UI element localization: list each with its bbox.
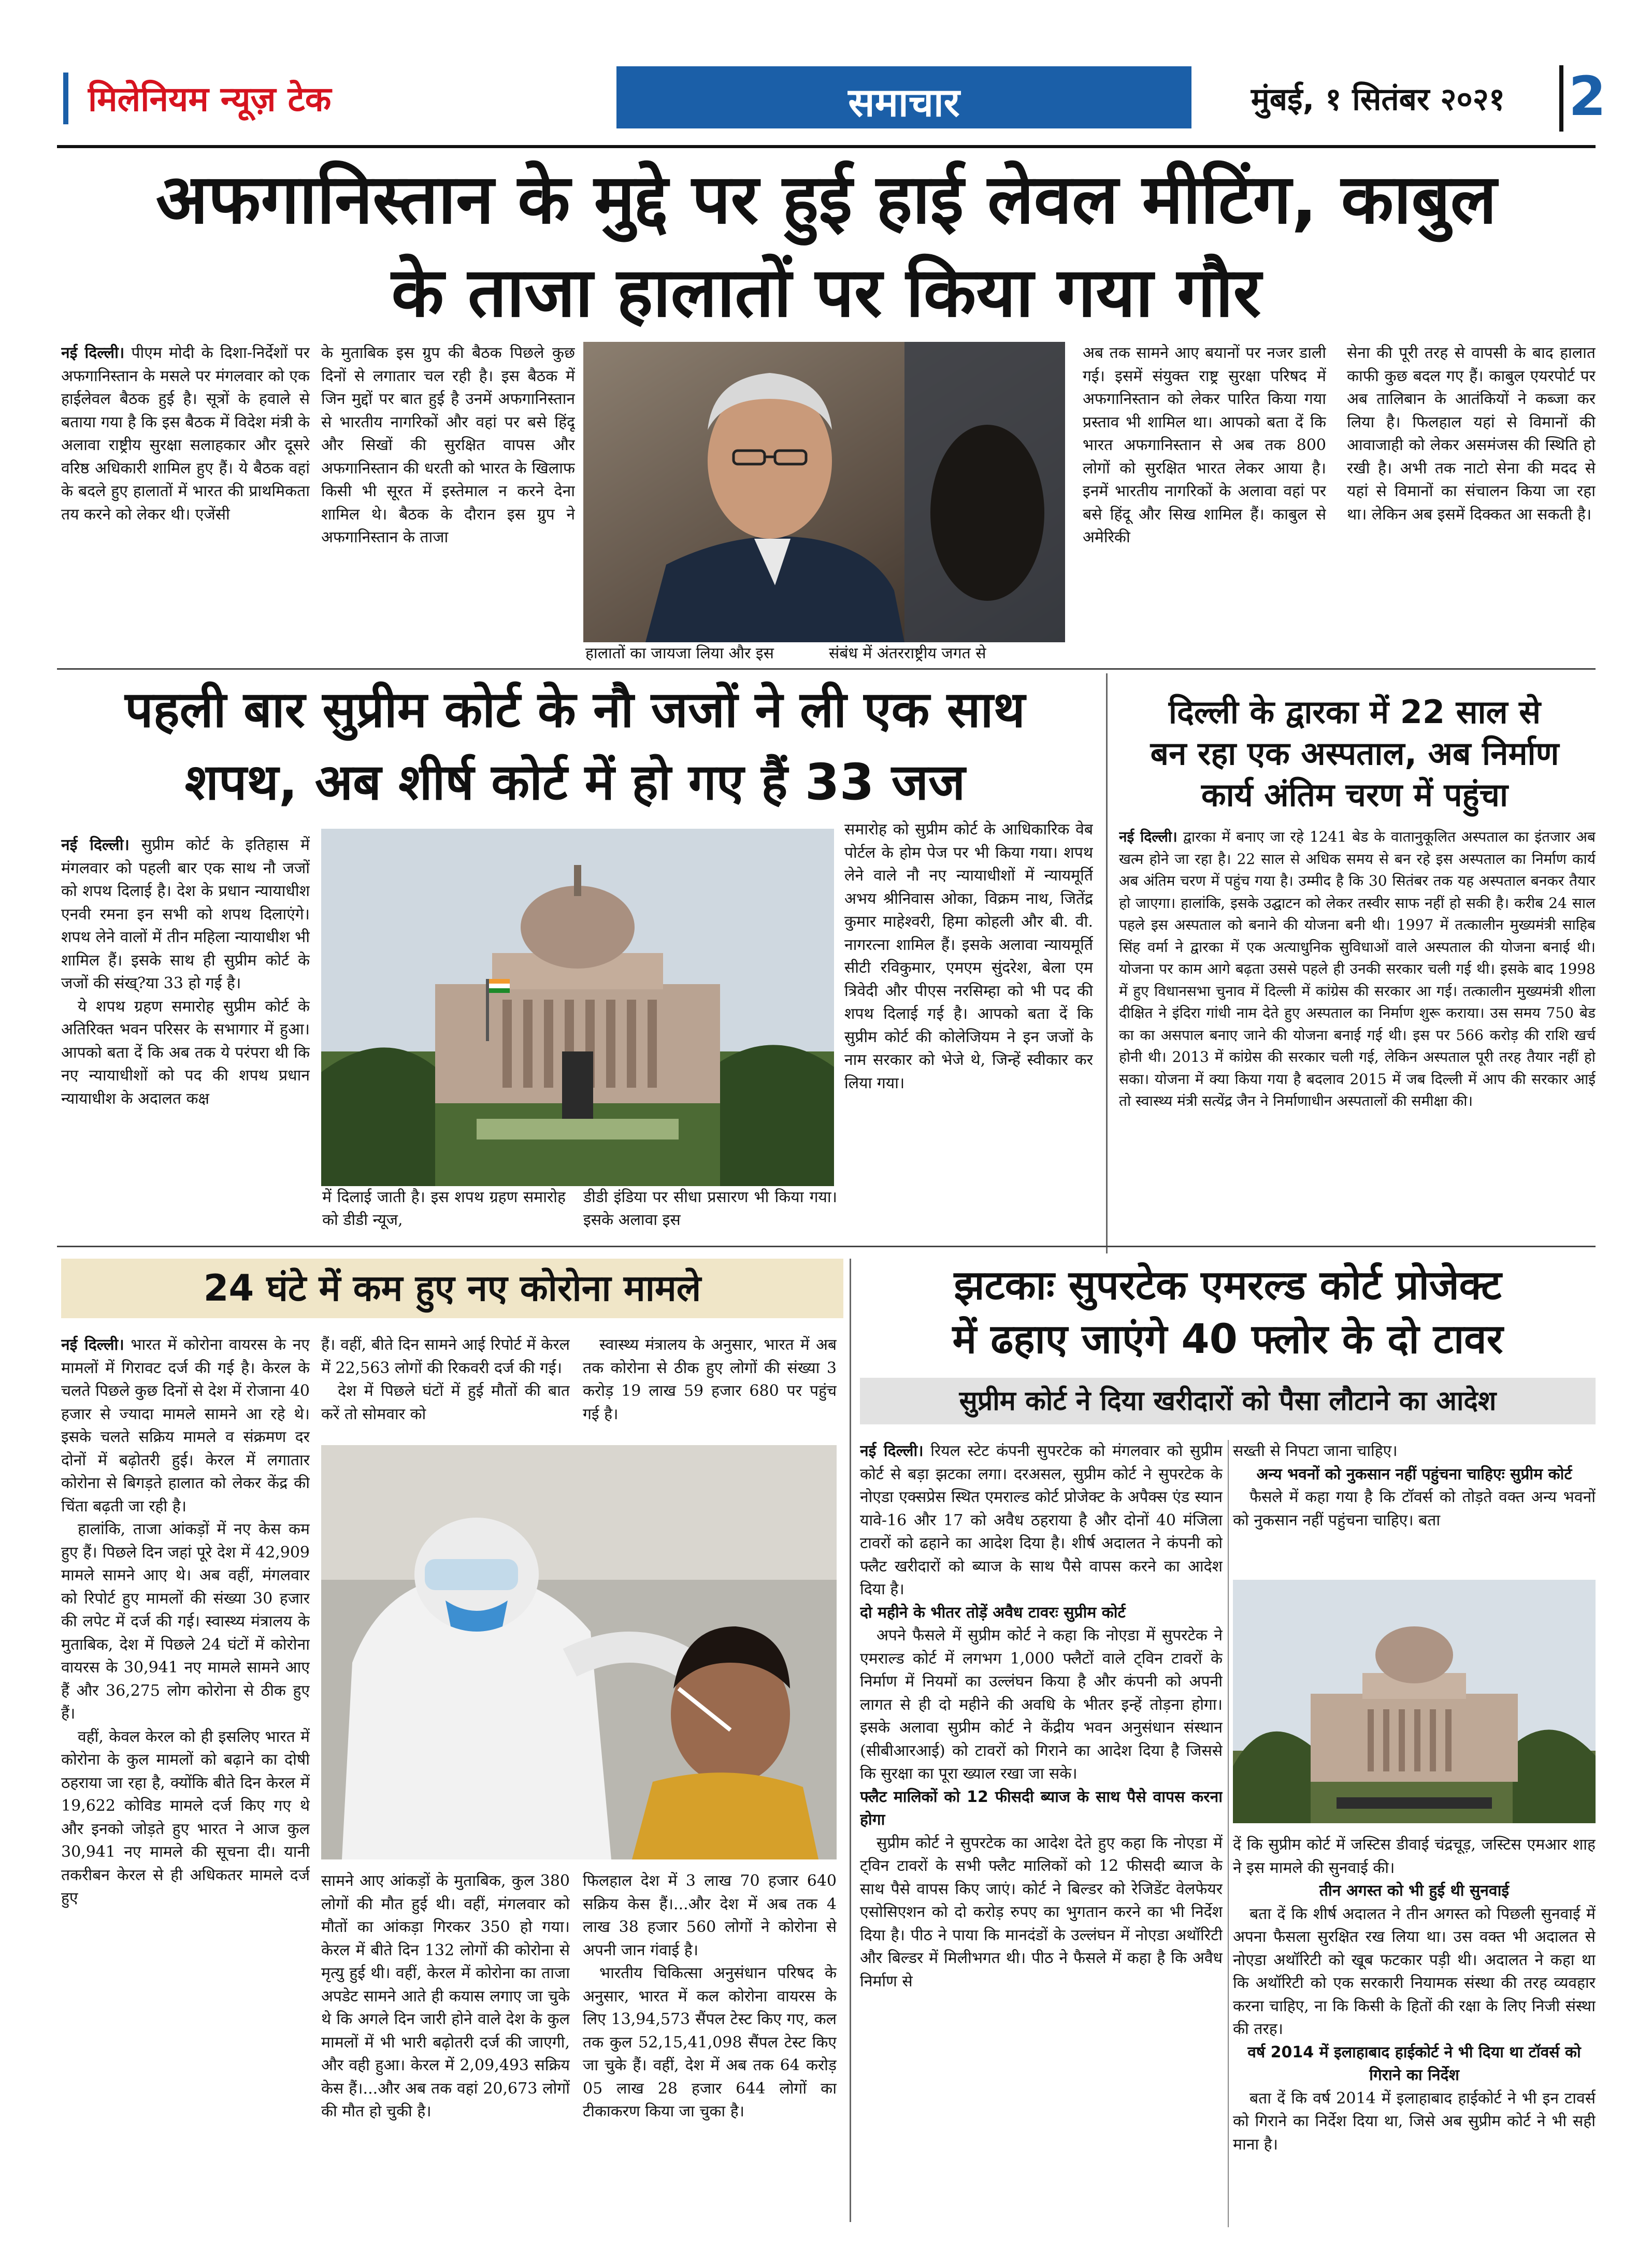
column-divider [1228,1440,1229,2227]
story2-headline-line2: शपथ, अब शीर्ष कोर्ट में हो गए हैं 33 जज [184,753,966,811]
story1-column-3: अब तक सामने आए बयानों पर नजर डाली गई। इसमें संयुक्त राष्ट्र सुरक्षा परिषद में अफगानिस्तान को लेकर पारित किया गया प्रस्ताव भी शामिल था। आपको बता दें कि भारत अफगानिस्तान से अब तक 800 लोगों को सुरक्षित भारत लेकर आया है। इनमें भारतीय नागरिकों के अलावा वहां पर बसे हिंदू और सिख शामिल हैं। काबुल से अमेरिकी [1083,344,1326,546]
story4-column-2-bottom: सामने आए आंकड़ों के मुताबिक, कुल 380 लोगों की मौत हुई थी। वहीं, मंगलवार को मौतों का आंकड़ा गिरकर 350 हो गया। केरल में बीते दिन 132 लोगों की कोरोना से मृत्यु हुई थी। वहीं, केरल में कोरोना का ताजा अपडेट सामने आते ही कयास लगाए जा चुके थे कि अगले दिन जारी होने वाले देश के कुल मामलों में भी भारी बढ़ोतरी दर्ज की जाएगी, और वही हुआ। केरल में 2,09,493 सक्रिय केस हैं।...और अब तक वहां 20,673 लोगों की मौत हो चुकी है। [321,1872,570,2121]
rule [57,1246,1596,1247]
dateline: नई दिल्ली। [61,1336,124,1354]
story5-column-2-bottom: दें कि सुप्रीम कोर्ट में जस्टिस डीवाई चंद्रचूड़, जस्टिस एमआर शाह ने इस मामले की सुनवाई की। तीन अगस्त को भी हुई थी सुनवाई बता दें कि शीर्ष अदालत ने तीन अगस्त को पिछली सुनवाई में अपना फैसला सुरक्षित रख लिया था। उस वक्त भी अदालत से नोएडा अथॉरिटी को खूब फटकार पड़ी थी। अदालत ने कहा था कि अथॉरिटी को एक सरकारी नियामक संस्था की तरह व्यवहार करना चाहिए, ना कि किसी के हितों की रक्षा के लिए निजी संस्था की तरह। वर्ष 2014 में इलाहाबाद हाईकोर्ट ने भी दिया था टॉवर्स को गिराने का निर्देश बता दें कि वर्ष 2014 में इलाहाबाद हाईकोर्ट ने भी इन टावर्स को गिराने का निर्देश दिया था, जिसे अब सुप्रीम कोर्ट ने भी सही माना है। [1233,1836,1596,2154]
masthead-left-bar [63,73,68,124]
story4-headline: 24 घंटे में कम हुए नए कोरोना मामले [203,1267,701,1309]
masthead-rule [57,145,1596,148]
story5-subheading: फ्लैट मालिकों को 12 फीसदी ब्याज के साथ पैसे वापस करना होगा [860,1787,1223,1829]
story1-column-2: के मुताबिक इस ग्रुप की बैठक पिछले कुछ दिनों से लगातार चल रही है। इस बैठक में जिन मुद्दों पर बात हुई है उनमें अफगानिस्तान से भारतीय नागरिकों और वहां पर बसे हिंदू और सिखों की सुरक्षित वापस और अफगानिस्तान की धरती को भारत के खिलाफ किसी भी सूरत में इस्तेमाल न करने देना शामिल थे। बैठक के दौरान इस ग्रुप ने अफगानिस्तान के ताजा [321,344,575,546]
dateline-text: मुंबई, १ सितंबर २०२१ [1251,81,1505,118]
story3-headline-line1: दिल्ली के द्वारका में 22 साल से [1168,693,1541,731]
story5-subhead: सुप्रीम कोर्ट ने दिया खरीदारों को पैसा लौटाने का आदेश [959,1386,1497,1417]
minister-photo [583,342,1065,642]
story5-subhead-box [860,1378,1596,1424]
paper-name: मिलेनियम न्यूज़ टेक [88,79,332,119]
supreme-court-photo-small [1233,1580,1596,1823]
story5-headline-line2: में ढहाए जाएंगे 40 फ्लोर के दो टावर [952,1316,1503,1363]
story5-subheading: वर्ष 2014 में इलाहाबाद हाईकोर्ट ने भी दिया था टॉवर्स को गिराने का निर्देश [1247,2043,1581,2084]
story5-subheading: दो महीने के भीतर तोड़ें अवैध टावरः सुप्रीम कोर्ट [860,1603,1126,1622]
page-number-divider [1559,65,1563,132]
story2-photo-caption-left: में दिलाई जाती है। इस शपथ ग्रहण समारोह को डीडी न्यूज, [322,1188,566,1229]
story3-headline-line2: बन रहा एक अस्पताल, अब निर्माण [1150,734,1559,772]
story2-headline-line1: पहली बार सुप्रीम कोर्ट के नौ जजों ने ली एक साथ [125,681,1025,739]
story4-column-3-bottom: फिलहाल देश में 3 लाख 70 हजार 640 सक्रिय केस हैं।...और देश में अब तक 4 लाख 38 हजार 560 लोगों ने कोरोना से अपनी जान गंवाई है। भारतीय चिकित्सा अनुसंधान परिषद के अनुसार, भारत में कल कोरोना वायरस के लिए 13,94,573 सैंपल टेस्ट किए गए, कल तक कुल 52,15,41,098 सैंपल टेस्ट किए जा चुके हैं। वहीं, देश में अब तक 64 करोड़ 05 लाख 28 हजार 644 लोगों का टीकाकरण किया जा चुका है। [583,1872,837,2121]
page-number: 2 [1569,65,1606,128]
dateline: नई दिल्ली। [61,836,130,854]
story5-column-2-top: सख्ती से निपटा जाना चाहिए। अन्य भवनों को नुकसान नहीं पहुंचना चाहिएः सुप्रीम कोर्ट फैसले में कहा गया है कि टॉवर्स को तोड़ते वक्त अन्य भवनों को नुकसान नहीं पहुंचना चाहिए। बता [1233,1442,1596,1530]
story1-column-4: सेना की पूरी तरह से वापसी के बाद हालात काफी कुछ बदल गए हैं। काबुल एयरपोर्ट पर अब तालिबान के आतंकियों ने कब्जा कर लिया है। फिलहाल यहां से विमानों की आवाजाही को लेकर असमंजस की स्थिति हो रखी है। अभी तक नाटो सेना की मदद से यहां से विमानों का संचालन किया जा रहा था। लेकिन अब इसमें दिक्कत आ सकती है। [1347,344,1596,524]
story2-column-1: नई दिल्ली। सुप्रीम कोर्ट के इतिहास में मंगलवार को पहली बार एक साथ नौ जजों को शपथ दिलाई है। देश के प्रधान न्यायाधीश एनवी रमना इन सभी को शपथ दिलाएंगे। शपथ लेने वालों में तीन महिला न्यायाधीश भी शामिल हैं। इसके साथ ही सुप्रीम कोर्ट के जजों की संख्?या 33 हो गई है। ये शपथ ग्रहण समारोह सुप्रीम कोर्ट के अतिरिक्त भवन परिसर के सभागार में हुआ। आपको बता दें कि अब तक ये परंपरा थी कि नए न्यायाधीशों को पद की शपथ प्रधान न्यायाधीश के अदालत कक्ष [61,836,310,1108]
story3-body: नई दिल्ली। द्वारका में बनाए जा रहे 1241 बेड के वातानुकूलित अस्पताल का इंतजार अब खत्म होने जा रहा है। 22 साल से अधिक समय से बन रहे इस अस्पताल का निर्माण कार्य अब अंतिम चरण में पहुंच गया है। उम्मीद है कि 30 सितंबर तक यह अस्पताल बनकर तैयार हो जाएगा। हालांकि, इसके उद्घाटन को लेकर तस्वीर साफ नहीं हो सकी है। करीब 24 साल पहले इस अस्पताल को बनाने की योजना बनी थी। 1997 में तत्कालीन मुख्यमंत्री साहिब सिंह वर्मा ने द्वारका में एक अत्याधुनिक सुविधाओं वाले अस्पताल की योजना बनाई थी। योजना पर काम आगे बढ़ता उससे पहले ही उनकी सरकार चली गई थी। इसके बाद 1998 में हुए विधानसभा चुनाव में दिल्ली में कांग्रेस की सरकार आ गई। तत्कालीन मुख्यमंत्री शीला दीक्षित ने इंदिरा गांधी नाम देते हुए अस्पताल का निर्माण शुरू कराया। उस समय 750 बेड का का असपाल बनाए जाने की योजना बनाई गई थी। इस पर 566 करोड़ की राशि खर्च होनी थी। 2013 में कांग्रेस की सरकार चली गई, लेकिन अस्पताल पूरी तरह तैयार नहीं हो सका। योजना में क्या किया गया है बदलाव 2015 में जब दिल्ली में आप की सरकार आई तो स्वास्थ्य मंत्री सत्येंद्र जैन ने निर्माणाधीन अस्पतालों की समीक्षा की। [1119,828,1596,1109]
story4-column-1: नई दिल्ली। भारत में कोरोना वायरस के नए मामलों में गिरावट दर्ज की गई है। केरल के चलते पिछले कुछ दिनों से देश में रोजाना 40 हजार से ज्यादा मामले सामने आ रहे थे। इसके चलते सक्रिय मामले व संक्रमण दर दोनों में बढ़ोतरी हुई। केरल में लगातार कोरोना से बिगड़ते हालात को लेकर केंद्र की चिंता बढ़ती जा रही है। हालांकि, ताजा आंकड़ों में नए केस कम हुए हैं। पिछले दिन जहां पूरे देश में 42,909 मामले सामने आए थे। अब वहीं, मंगलवार को रिपोर्ट हुए मामलों की संख्या 30 हजार की लपेट में दर्ज की गई। स्वास्थ्य मंत्रालय के मुताबिक, देश में पिछले 24 घंटों में कोरोना वायरस के 30,941 नए मामले सामने आए हैं और 36,275 लोग कोरोना से ठीक हुए हैं। वहीं, केवल केरल को ही इसलिए भारत में कोरोना के कुल मामलों को बढ़ाने का दोषी ठहराया जा रहा है, क्योंकि बीते दिन केरल में 19,622 कोविड मामले दर्ज किए गए थे और इनको जोड़ते हुए भारत ने आज कुल 30,941 नए मामले की सूचना दी। यानी तकरीबन केरल से ही अधिकतर मामले दर्ज हुए [61,1336,310,1907]
dateline: नई दिल्ली। [61,344,125,362]
story4-column-2-top: हैं। वहीं, बीते दिन सामने आई रिपोर्ट में केरल में 22,563 लोगों की रिकवरी दर्ज की गई। देश में पिछले घंटों में हुई मौतों की बात करें तो सोमवार को [321,1336,570,1423]
dateline: नई दिल्ली। [1119,828,1177,845]
story1-headline-line2: के ताजा हालातों पर किया गया गौर [391,253,1261,333]
story4-column-3-top: स्वास्थ्य मंत्रालय के अनुसार, भारत में अब तक कोरोना से ठीक हुए लोगों की संख्या 3 करोड़ 19 लाख 59 हजार 680 पर पहुंच गई है। [583,1336,837,1423]
story1-column-1: नई दिल्ली। पीएम मोदी के दिशा-निर्देशों पर अफगानिस्तान के मसले पर मंगलवार को एक हाईलेवल बैठक हुई है। सूत्रों के हवाले से बताया गया है कि इस बैठक में विदेश मंत्री के अलावा राष्ट्रीय सुरक्षा सलाहकार और दूसरे वरिष्ठ अधिकारी शामिल हुए हैं। ये बैठक वहां के बदले हुए हालातों में भारत की प्राथमिकता तय करने को लेकर थी। एजेंसी [61,344,310,524]
story3-headline-line3: कार्य अंतिम चरण में पहुंचा [1201,776,1508,814]
supreme-court-photo [321,829,834,1186]
dateline: नई दिल्ली। [860,1442,924,1460]
section-title: समाचार [848,79,960,125]
story2-photo-caption-right: डीडी इंडिया पर सीधा प्रसारण भी किया गया। इसके अलावा इस [583,1188,837,1229]
story5-column-1: नई दिल्ली। रियल स्टेट कंपनी सुपरटेक को मंगलवार को सुप्रीम कोर्ट से बड़ा झटका लगा। दरअसल, सुप्रीम कोर्ट ने सुपरटेक के नोएडा एक्सप्रेस स्थित एमराल्ड कोर्ट प्रोजेक्ट के अपैक्स एंड स्यान यावे-16 और 17 को अवैध ठहराया है और दोनों 40 मंजिला टावरों को ढहाने का आदेश दिया है। शीर्ष अदालत ने कंपनी को फ्लैट खरीदारों को ब्याज के साथ पैसे वापस करने का आदेश दिया है। दो महीने के भीतर तोड़ें अवैध टावरः सुप्रीम कोर्ट अपने फैसले में सुप्रीम कोर्ट ने कहा कि नोएडा में सुपरटेक ने एमराल्ड कोर्ट में लगभग 1,000 फ्लैटों वाले ट्विन टावरों के निर्माण में नियमों का उल्लंघन किया है और कंपनी को अपनी लागत से ही दो महीने की अवधि के भीतर इन्हें तोड़ना होगा। इसके अलावा सुप्रीम कोर्ट ने केंद्रीय भवन अनुसंधान संस्थान (सीबीआरआई) को टावरों को गिराने का आदेश दिया है जिससे कि सुरक्षा का पूरा ख्याल रखा जा सके। फ्लैट मालिकों को 12 फीसदी ब्याज के साथ पैसे वापस करना होगा सुप्रीम कोर्ट ने सुपरटेक का आदेश देते हुए कहा कि नोएडा में ट्विन टावरों के सभी फ्लैट मालिकों को 12 फीसदी ब्याज के साथ पैसे वापस किए जाएं। कोर्ट ने बिल्डर को रेजिडेंट वेलफेयर एसोसिएशन को दो करोड़ रुपए का भुगतान करने का भी निर्देश दिया है। पीठ ने पाया कि मानदंडों के उल्लंघन में नोएडा अथॉरिटी और बिल्डर में मिलीभगत थी। पीठ ने फैसले में कहा है कि अवैध निर्माण से [860,1442,1223,1991]
column-divider [850,1259,851,2222]
story1-photo-caption-right: संबंध में अंतरराष्ट्रीय जगत से [829,644,986,662]
column-divider [1106,673,1108,1253]
story4-headline-box [61,1259,843,1318]
masthead [57,62,1606,140]
story1-headline-line1: अफगानिस्तान के मुद्दे पर हुई हाई लेवल मीटिंग, काबुल [155,160,1497,239]
rule [57,668,1596,670]
story1-photo-caption-left: हालातों का जायजा लिया और इस [585,644,774,662]
story2-column-3: समारोह को सुप्रीम कोर्ट के आधिकारिक वेब पोर्टल के होम पेज पर भी किया गया। शपथ लेने वाले नौ नए न्यायाधीशों में न्यायमूर्ति अभय श्रीनिवास ओका, विक्रम नाथ, जितेंद्र कुमार माहेश्वरी, हिमा कोहली और बी. वी. नागरत्ना शामिल हैं। इसके अलावा न्यायमूर्ति सीटी रविकुमार, एमएम सुंदरेश, बेला एम त्रिवेदी और पीएस नरसिम्हा को भी पद की शपथ दिलाई गई है। आपको बता दें कि सुप्रीम कोर्ट की कोलेजियम ने इन जजों के नाम सरकार को भेजे थे, जिन्हें स्वीकार कर लिया गया। [844,820,1093,1092]
covid-test-photo [321,1445,837,1859]
section-banner [616,66,1191,128]
story5-subheading: अन्य भवनों को नुकसान नहीं पहुंचना चाहिएः सुप्रीम कोर्ट [1256,1465,1572,1483]
story5-headline-line1: झटकाः सुपरटेक एमरल्ड कोर्ट प्रोजेक्ट [954,1262,1502,1309]
story5-subheading: तीन अगस्त को भी हुई थी सुनवाई [1319,1882,1510,1900]
